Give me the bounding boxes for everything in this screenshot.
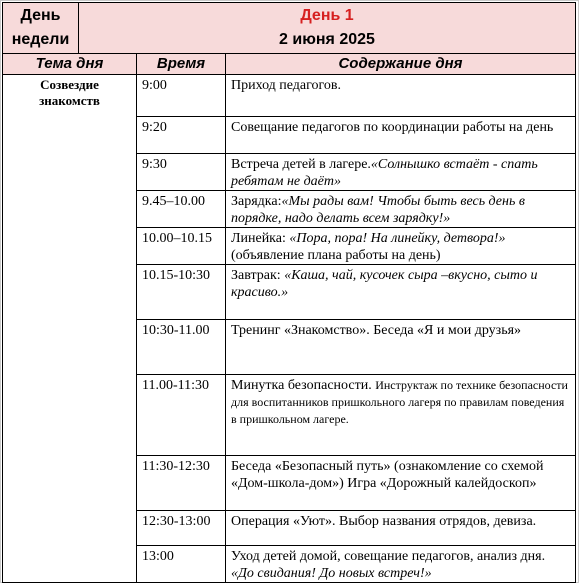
day-title: День 1 — [300, 7, 354, 24]
row-content-text: Уход детей домой, совещание педагогов, анализ дня. — [231, 549, 546, 564]
day-date: 2 июня 2025 — [279, 31, 375, 48]
row-time: 10.00–10.15 — [137, 228, 226, 265]
row-content — [226, 511, 576, 546]
row-content — [226, 320, 576, 375]
day-title-cell — [79, 3, 576, 54]
row-time: 11.00-11:30 — [137, 375, 226, 456]
row-content-text: Зарядка: — [231, 194, 282, 209]
day-label-line1: День — [20, 7, 61, 24]
row-content — [226, 375, 576, 456]
row-content-quote: «До свидания! До новых встреч!» — [231, 566, 432, 581]
row-content-text: Приход педагогов. — [231, 78, 342, 93]
row-content-quote: «Солнышко встаёт - спать ребятам не даёт» — [231, 157, 538, 189]
day-header-row — [3, 3, 576, 54]
row-content-quote: «Пора, пора! На линейку, детвора!» — [289, 231, 506, 246]
table-row — [3, 75, 576, 117]
day-of-week-label — [3, 3, 79, 54]
row-content — [226, 228, 576, 265]
schedule-table — [2, 2, 576, 583]
day-theme-line2: знакомств — [39, 93, 100, 108]
row-content-note: Инструктаж по технике безопасности для воспитанников пришкольного лагеря по правилам поведения в пришкольном лагере. — [231, 378, 568, 426]
row-content-quote: «Мы рады вам! Чтобы быть весь день в порядке, надо делать всем зарядку!» — [231, 194, 525, 226]
day-theme — [3, 75, 137, 583]
row-time: 9:20 — [137, 117, 226, 154]
day-theme-line1: Созвездие — [40, 77, 99, 92]
row-time: 11:30-12:30 — [137, 456, 226, 511]
row-content — [226, 117, 576, 154]
row-content-text: Завтрак: — [231, 268, 285, 283]
row-time: 9:30 — [137, 154, 226, 191]
row-content — [226, 191, 576, 228]
column-header-time: Время — [137, 54, 226, 75]
row-time: 12:30-13:00 — [137, 511, 226, 546]
row-content — [226, 265, 576, 320]
row-content — [226, 456, 576, 511]
row-content-text: Минутка безопасности. — [231, 378, 376, 393]
day-label-line2: недели — [11, 31, 70, 48]
row-content-text: Тренинг «Знакомство». Беседа «Я и мои друзья» — [231, 323, 522, 338]
row-content-text: Беседа «Безопасный путь» (ознакомление со схемой «Дом-школа-дом») Игра «Дорожный калейдоскоп» — [231, 459, 544, 491]
row-content-text: Линейка: — [231, 231, 290, 246]
row-content-note: (объявление плана работы на день) — [231, 248, 441, 263]
row-content — [226, 546, 576, 583]
row-time: 9.45–10.00 — [137, 191, 226, 228]
row-time: 9:00 — [137, 75, 226, 117]
row-content-text: Встреча детей в лагере. — [231, 157, 371, 172]
row-content — [226, 75, 576, 117]
row-content-text: Совещание педагогов по координации работы на день — [231, 120, 554, 135]
row-time: 13:00 — [137, 546, 226, 583]
row-time: 10:30-11.00 — [137, 320, 226, 375]
column-header-content: Содержание дня — [226, 54, 576, 75]
row-content — [226, 154, 576, 191]
row-content-quote: «Каша, чай, кусочек сыра –вкусно, сыто и красиво.» — [231, 268, 538, 300]
row-content-text: Операция «Уют». Выбор названия отрядов, девиза. — [231, 514, 537, 529]
row-time: 10.15-10:30 — [137, 265, 226, 320]
column-header-row — [3, 54, 576, 75]
column-header-theme: Тема дня — [3, 54, 137, 75]
